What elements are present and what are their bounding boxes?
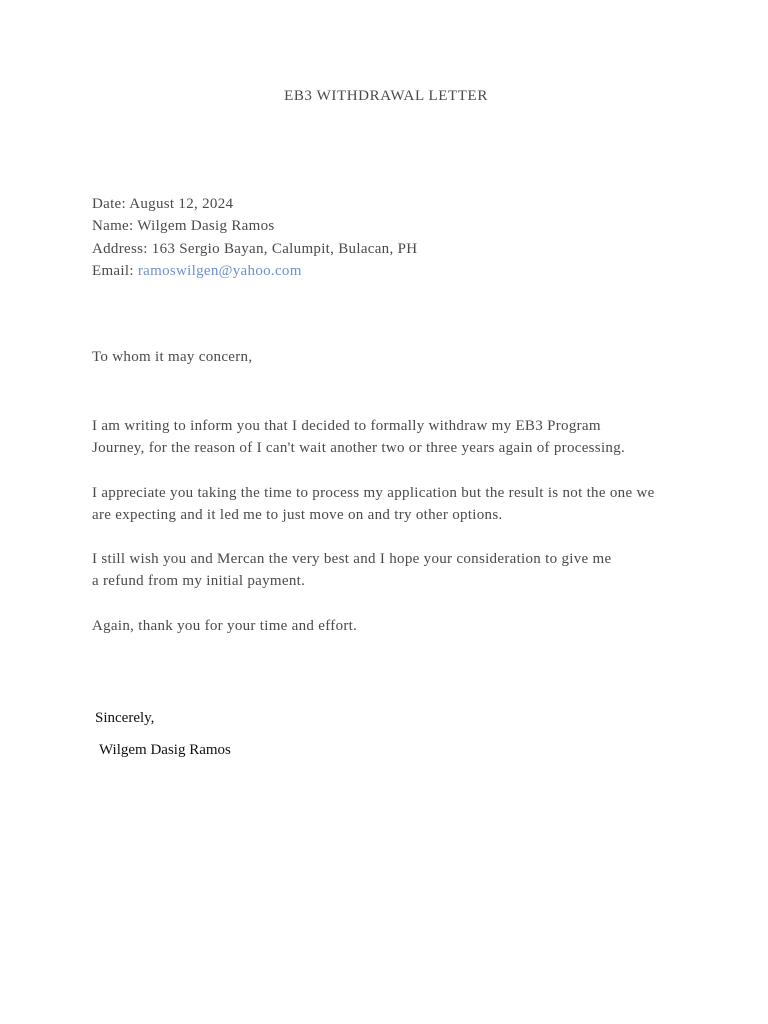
paragraph-line: are expecting and it led me to just move on and try other options. [92,507,503,523]
address-label: Address: [92,240,148,257]
body-paragraph [92,482,655,526]
salutation: To whom it may concern, [92,349,253,365]
email-label: Email: [92,262,134,279]
date-value: August 12, 2024 [129,196,234,212]
name-label: Name: [92,218,134,235]
paragraph-line: I appreciate you taking the time to process my application but the result is not the one we [92,485,655,501]
email-link[interactable]: ramoswilgen@yahoo.com [137,262,302,279]
paragraph-line: I am writing to inform you that I decided to formally withdraw my EB3 Program [92,418,601,434]
email-line [92,260,417,282]
name-value: Wilgem Dasig Ramos [137,218,275,235]
address-line [92,238,417,260]
name-line [92,215,417,237]
body-paragraph [92,415,625,459]
body-paragraph [92,615,357,637]
signature-name: Wilgem Dasig Ramos [99,742,231,758]
date-label: Date: [92,196,126,212]
paragraph-line: a refund from my initial payment. [92,573,306,589]
paragraph-line: I still wish you and Mercan the very best and I hope your consideration to give me [92,551,612,567]
paragraph-line: Again, thank you for your time and effort. [92,618,358,634]
paragraph-line: Journey, for the reason of I can't wait another two or three years again of processing. [92,440,626,456]
date-line [92,193,417,215]
closing: Sincerely, [95,710,155,726]
address-value: 163 Sergio Bayan, Calumpit, Bulacan, PH [151,240,418,257]
document-title: EB3 WITHDRAWAL LETTER [284,88,488,104]
body-paragraph [92,548,611,592]
letter-header [92,193,417,282]
